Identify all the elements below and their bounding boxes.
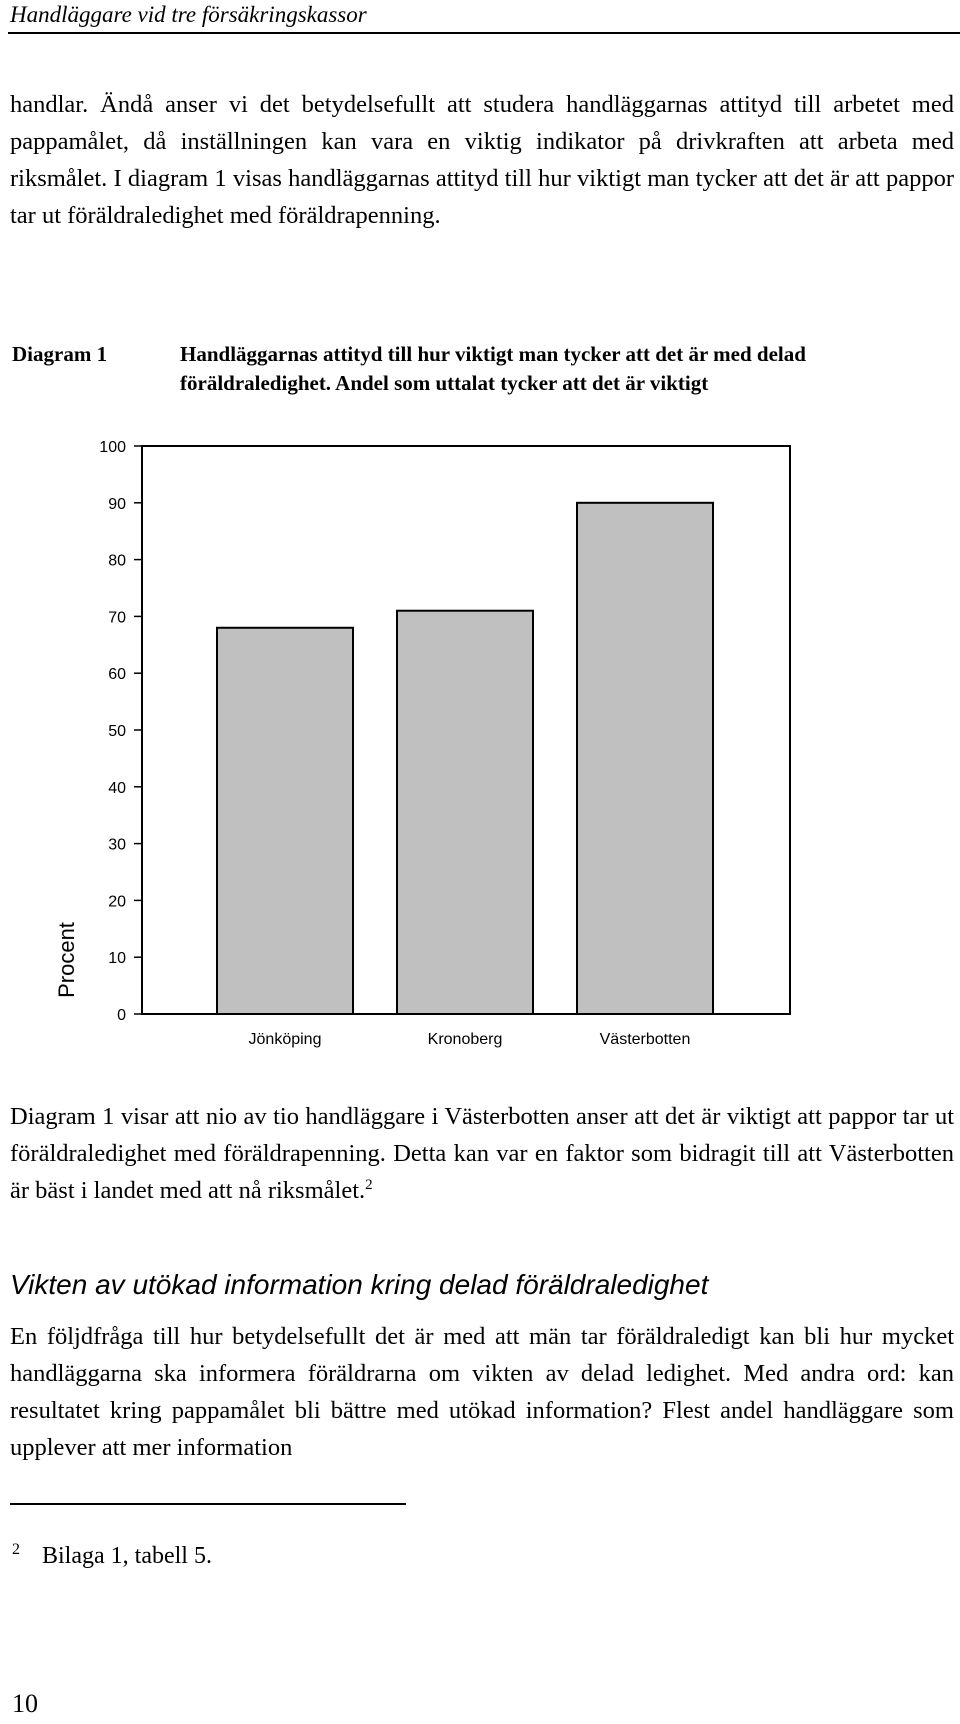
header-rule	[8, 32, 960, 34]
intro-paragraph: handlar. Ändå anser vi det betydelsefullt att studera handläggarnas attityd till arbetet med pappamålet, då inställningen kan vara en viktig indikator på drivkraften att arbeta med riksmålet. I diagram 1 visas handläggarnas attityd till hur viktigt man tycker att det är att pappor tar ut föräldraledighet med föräldrapenning.	[10, 91, 954, 229]
y-tick-label: 0	[117, 1007, 126, 1024]
y-axis-label: Procent	[54, 922, 79, 998]
footnote-number: 2	[12, 1541, 20, 1558]
y-tick-label: 10	[108, 950, 126, 968]
footnote	[12, 1534, 212, 1572]
y-tick-label: 60	[108, 666, 126, 684]
bar	[397, 611, 533, 1014]
y-tick-label: 20	[108, 893, 126, 911]
running-head: Handläggare vid tre försäkringskassor	[10, 2, 367, 27]
section-paragraph: En följdfråga till hur betydelsefullt det är med att män tar föräldraledigt kan bli hur mycket handläggarna ska informera föräldrarna om vikten av delad ledighet. Med andra ord: kan resultatet kring pappamålet bli bättre med utökad information? Flest andel handläggare som upplever att mer information	[10, 1323, 954, 1461]
chart-summary-text: Diagram 1 visar att nio av tio handläggare i Västerbotten anser att det är viktigt att pappor tar ut föräldraledighet med föräldrapenning. Detta kan var en faktor som bidragit till att Västerbotten är bäst i landet med att nå riksmålet.	[10, 1103, 954, 1204]
y-tick-label: 90	[108, 495, 126, 513]
y-tick-label: 40	[108, 779, 126, 797]
chart-summary-paragraph	[10, 1098, 954, 1209]
bar	[577, 503, 713, 1014]
y-tick-label: 30	[108, 836, 126, 854]
x-tick-label: Kronoberg	[427, 1031, 503, 1048]
footnote-rule	[10, 1503, 406, 1505]
page-number: 10	[12, 1689, 38, 1718]
y-tick-label: 80	[108, 552, 126, 570]
diagram-caption: Handläggarnas attityd till hur viktigt man tycker att det är med delad föräldraledighet. Andel som uttalat tycker att det är viktigt	[180, 342, 806, 395]
footnote-ref: 2	[365, 1176, 373, 1193]
x-tick-label: Jönköping	[248, 1031, 322, 1048]
x-tick-label: Västerbotten	[599, 1031, 691, 1048]
y-tick-label: 70	[108, 609, 126, 627]
diagram-label: Diagram 1	[12, 342, 108, 366]
y-tick-label: 50	[108, 723, 126, 740]
footnote-text: Bilaga 1, tabell 5.	[42, 1543, 212, 1569]
y-tick-label: 100	[99, 439, 126, 456]
section-heading: Vikten av utökad information kring delad föräldraledighet	[10, 1269, 709, 1300]
bar-chart	[0, 420, 960, 1060]
bar	[217, 628, 353, 1014]
